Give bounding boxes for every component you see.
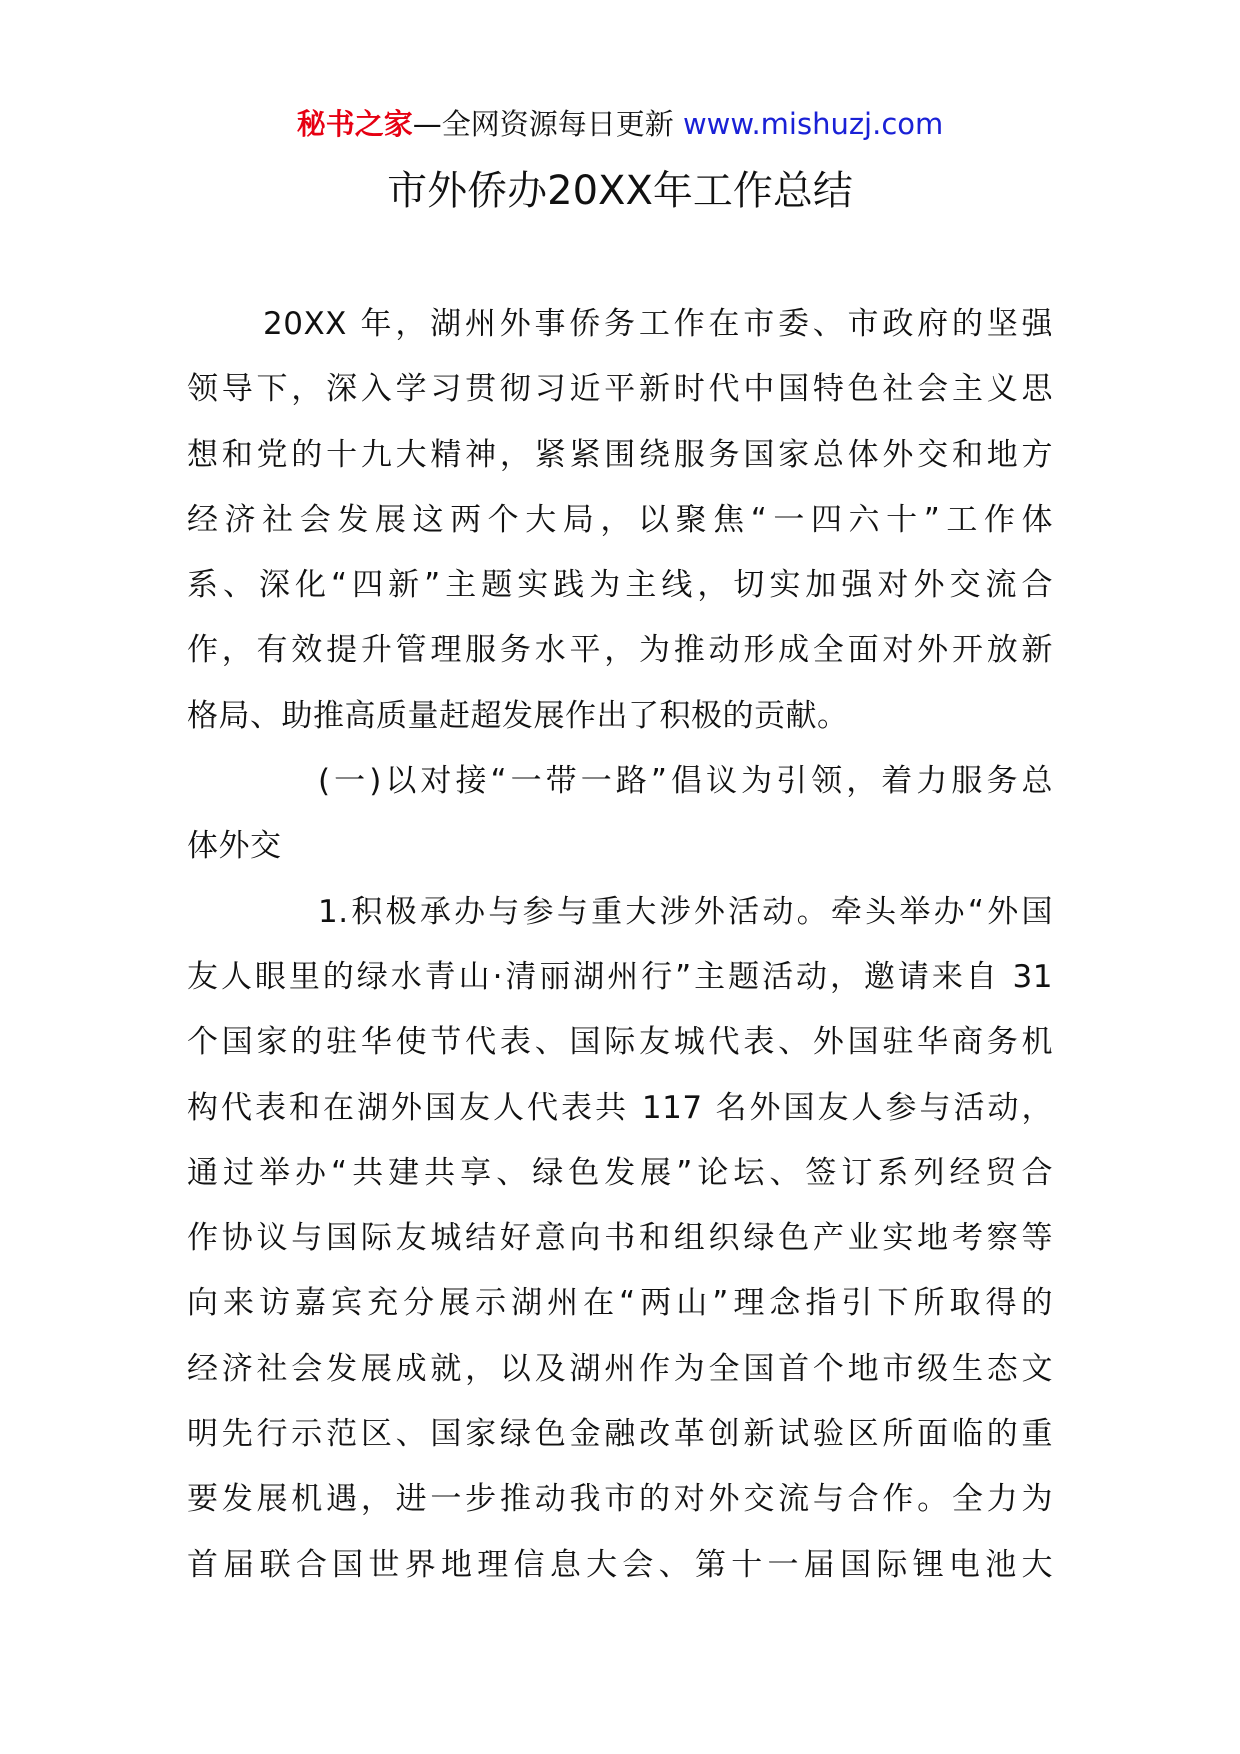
paragraph-line: 向来访嘉宾充分展示湖州在“两山”理念指引下所取得的 [187,1285,1053,1322]
paragraph-line: 要发展机遇，进一步推动我市的对外交流与合作。全力为 [187,1481,1053,1518]
paragraph-line: 经济社会发展成就，以及湖州作为全国首个地市级生态文 [187,1350,1053,1387]
paragraph-line: 明先行示范区、国家绿色金融改革创新试验区所面临的重 [187,1416,1053,1453]
paragraph-line: 构代表和在湖外国友人代表共 117 名外国友人参与活动， [187,1089,1053,1126]
site-url-link[interactable]: www.mishuzj.com [682,107,944,141]
site-header [0,104,1240,144]
header-tagline: —全网资源每日更新 [412,107,674,141]
section-heading-line: 体外交 [187,828,282,865]
paragraph-line: 经济社会发展这两个大局，以聚焦“一四六十”工作体 [187,501,1053,538]
paragraph-line: 作协议与国际友城结好意向书和组织绿色产业实地考察等 [187,1220,1053,1257]
paragraph-line: 通过举办“共建共享、绿色发展”论坛、签订系列经贸合 [187,1154,1053,1191]
paragraph-line: 领导下，深入学习贯彻习近平新时代中国特色社会主义思 [187,371,1053,408]
paragraph-line: 20XX 年，湖州外事侨务工作在市委、市政府的坚强 [263,306,1053,342]
document-body [187,292,1053,1598]
paragraph-line: 想和党的十九大精神，紧紧围绕服务国家总体外交和地方 [187,436,1053,473]
paragraph-line: 个国家的驻华使节代表、国际友城代表、外国驻华商务机 [187,1024,1053,1061]
section-heading-line: (一)以对接“一带一路”倡议为引领，着力服务总 [318,763,1053,800]
document-title: 市外侨办20XX年工作总结 [387,168,853,214]
paragraph-line: 系、深化“四新”主题实践为主线，切实加强对外交流合 [187,567,1053,604]
paragraph-line: 格局、助推高质量赶超发展作出了积极的贡献。 [187,697,849,734]
brand-name: 秘书之家 [296,107,413,141]
paragraph-line: 首届联合国世界地理信息大会、第十一届国际锂电池大 [187,1546,1053,1583]
paragraph-line: 作，有效提升管理服务水平，为推动形成全面对外开放新 [187,632,1053,669]
paragraph-line: 友人眼里的绿水青山·清丽湖州行”主题活动，邀请来自 31 [187,958,1053,995]
paragraph-line: 1.积极承办与参与重大涉外活动。牵头举办“外国 [318,893,1053,930]
